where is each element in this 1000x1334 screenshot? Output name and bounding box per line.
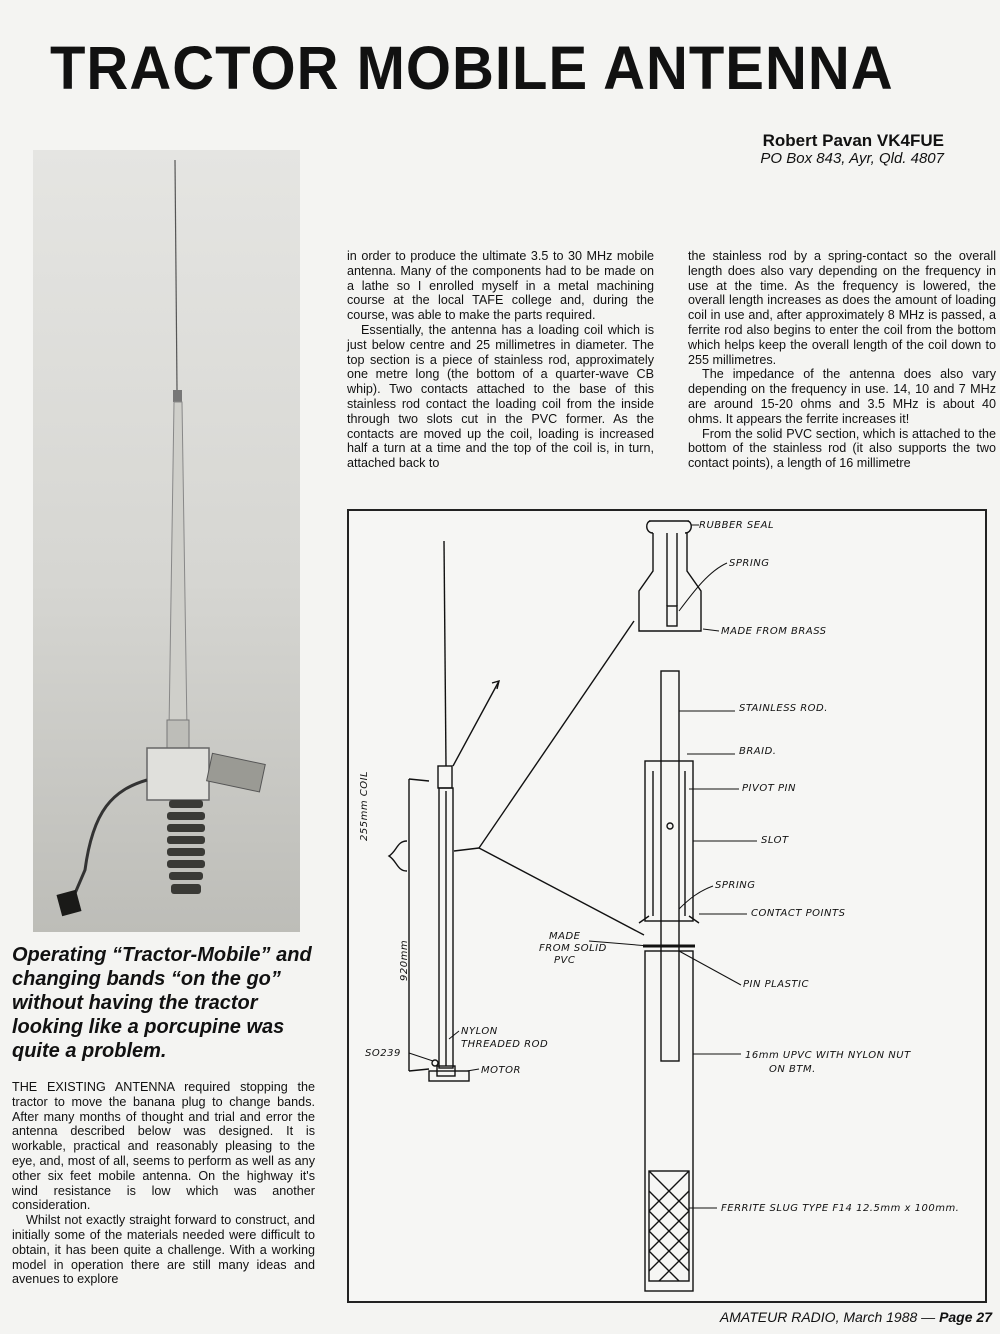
author-address: PO Box 843, Ayr, Qld. 4807 [760,150,944,167]
paragraph: the stainless rod by a spring-contact so the overall length does also vary depending on the frequency in use at the time. As the frequency is lowered, the overall length increases as does the amount of loading coil in use and, after approximately 8 MHz is passed, a ferrite rod also begins to enter the coil from the bottom which helps keep the overall length of the coil down to 255 millimetres. [688,249,996,367]
photo-caption: Operating “Tractor-Mobile” and changing bands “on the go” without having the tractor looking like a porcupine was quite a problem. [12,944,312,1062]
so239-label: SO239 [365,1048,401,1059]
issue-date: , March 1988 — [835,1309,940,1325]
solid-pvc-label-2: FROM SOLID [539,943,607,954]
full-antenna-sketch [389,541,644,1081]
contact-points-label: CONTACT POINTS [751,908,846,919]
motor-label: MOTOR [481,1065,521,1076]
rubber-seal-label: RUBBER SEAL [699,520,775,531]
paragraph: The impedance of the antenna does also vary depending on the frequency in use. 14, 10 and 7 MHz are around 15-20 ohms and 3.5 MHz is about 40 ohms. It appears the ferrite increases it! [688,367,996,426]
threaded-rod-label: THREADED ROD [461,1039,549,1050]
magazine-name: AMATEUR RADIO [719,1309,836,1325]
cross-section-sketch [639,671,699,1291]
page-footer [720,1309,992,1325]
pin-plastic-label: PIN PLASTIC [743,979,809,990]
length-label: 920mm [399,939,410,981]
upvc-label-2: ON BTM. [769,1064,816,1075]
antenna-photo-drawing [33,150,300,932]
spring-mid-label: SPRING [715,880,756,891]
antenna-photo [33,150,300,932]
paragraph: Whilst not exactly straight forward to construct, and initially some of the materials needed were difficult to obtain, it has been quite a challenge. With a working model in operation there are still many ideas and avenues to explore [12,1213,315,1287]
paragraph: From the solid PVC section, which is attached to the bottom of the stainless rod (it also supports the two contact points), a length of 16 millimetre [688,426,996,471]
article-title: TRACTOR MOBILE ANTENNA [50,34,894,103]
text-column-2 [347,249,654,471]
top-cap-sketch [639,521,701,631]
brass-label: MADE FROM BRASS [721,626,827,637]
text-column-1 [12,1080,315,1287]
solid-pvc-label-1: MADE [549,931,581,942]
pivot-pin-label: PIVOT PIN [742,783,796,794]
spring-top-label: SPRING [729,558,770,569]
lead-in: THE EXISTING ANTENNA [12,1080,175,1094]
upvc-label-1: 16mm UPVC WITH NYLON NUT [745,1050,911,1061]
slot-label: SLOT [761,835,789,846]
solid-pvc-label-3: PVC [554,955,576,966]
paragraph-text: required stopping the tractor to move the banana plug to change bands. After many months of thought and trial and error the antenna described below was designed. It is workable, practical and reasonably pleasing to the eye, and, most of all, seems to perform as well as any other six feet mobile antenna. On the highway it's wind resistance is low which was another consideration. [12,1080,315,1213]
nylon-label: NYLON [461,1026,498,1037]
antenna-diagram [347,509,987,1303]
text-column-3 [688,249,996,471]
ferrite-label: FERRITE SLUG TYPE F14 12.5mm x 100mm. [721,1203,960,1214]
paragraph [12,1080,315,1213]
paragraph: Essentially, the antenna has a loading coil which is just below centre and 25 millimetres in diameter. The top section is a piece of stainless rod, approximately one metre long (the bottom of a quarter-wave CB whip). Two contacts attached to the base of this stainless rod contact the loading coil from the inside through two slots cut in the PVC former. As the contacts are moved up the coil, loading is increased half a turn at a time and the top of the coil is, in turn, attached back to [347,322,654,471]
braid-label: BRAID. [739,746,777,757]
antenna-diagram-drawing [349,511,985,1301]
author-name: Robert Pavan VK4FUE [762,131,944,150]
paragraph: in order to produce the ultimate 3.5 to 30 MHz mobile antenna. Many of the components had to be made on a lathe so I enrolled myself in a metal machining course at the local TAFE college and, during the course, was able to make the parts required. [347,249,654,323]
coil-label: 255mm COIL [359,770,370,841]
page-number: Page 27 [939,1309,992,1325]
author-block [760,132,944,168]
stainless-rod-label: STAINLESS ROD. [739,703,828,714]
